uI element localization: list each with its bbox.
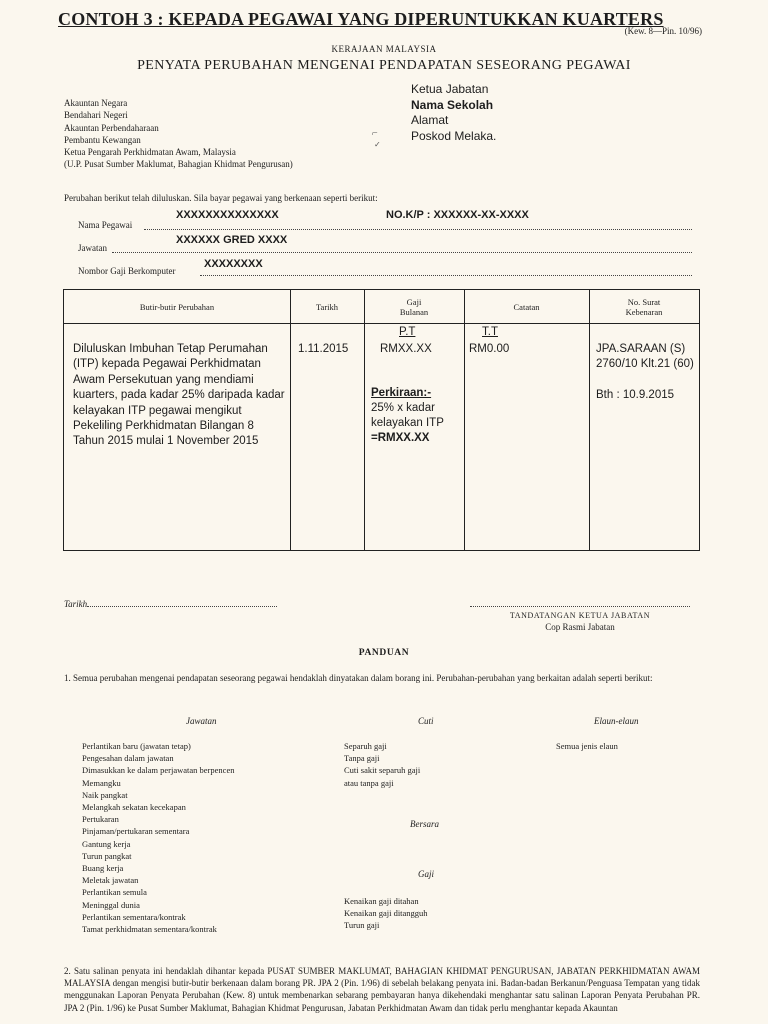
tick-mark: ⌐ [372, 128, 378, 139]
gaji-berkomputer-value: XXXXXXXX [204, 258, 263, 270]
list-item: Perlantikan sementara/kontrak [82, 911, 186, 922]
column-divider [364, 290, 365, 550]
list-item: Kenaikan gaji ditangguh [344, 908, 428, 919]
recipient-item: Bendahari Negeri [64, 110, 128, 121]
elaun-list [556, 740, 618, 752]
list-item: Turun gaji [344, 920, 380, 931]
changes-table [63, 289, 700, 551]
list-item: Separuh gaji [344, 741, 387, 751]
guide-paragraph-1: 1. Semua perubahan mengenai pendapatan seseorang pegawai hendaklah dinyatakan dalam borang ini. Perubahan-perubahan yang berkaitan adalah seperti berikut: [64, 673, 653, 683]
issuer-label: KERAJAAN MALAYSIA [331, 44, 437, 54]
list-item: Turun pangkat [82, 850, 132, 861]
list-item: Meninggal dunia [82, 899, 140, 910]
gaji-pt-value: RMXX.XX [380, 343, 432, 355]
list-item: Tanpa gaji [344, 753, 380, 764]
signature-title: TANDATANGAN KETUA JABATAN [509, 611, 651, 620]
list-item: Melangkah sekatan kecekapan [82, 802, 186, 813]
jawatan-label: Jawatan [78, 243, 107, 253]
nama-label: Nama Pegawai [78, 220, 133, 230]
recipient-item: (U.P. Pusat Sumber Maklumat, Bahagian Khidmat Pengurusan) [64, 159, 293, 170]
header-gaji-text: Gaji Bulanan [399, 296, 429, 317]
list-item: Memangku [82, 777, 121, 788]
column-bersara: Bersara [410, 819, 439, 829]
jawatan-list [82, 740, 234, 935]
gaji-pt-label: P.T [399, 326, 416, 338]
perkiraan-line: 25% x kadar [371, 402, 435, 414]
guide-title: PANDUAN [358, 648, 410, 658]
nama-value: XXXXXXXXXXXXXX [176, 209, 279, 221]
list-item: Pertukaran [82, 814, 119, 825]
dot-mark: ✓ [374, 140, 381, 149]
intro-text: Perubahan berikut telah diluluskan. Sila bayar pegawai yang berkenaan seperti berikut: [64, 193, 378, 203]
header-gaji [364, 290, 464, 323]
column-elaun: Elaun-elaun [594, 716, 639, 726]
recipient-item: Ketua Pengarah Perkhidmatan Awam, Malaysia [64, 147, 236, 158]
list-item: atau tanpa gaji [344, 777, 394, 788]
example-heading: CONTOH 3 : KEPADA PEGAWAI YANG DIPERUNTUKKAN KUARTERS [58, 9, 664, 29]
gaji-line [200, 275, 692, 276]
form-code: (Kew. 8—Pin. 10/96) [624, 26, 702, 36]
list-item: Naik pangkat [82, 789, 128, 800]
recipients-list [64, 97, 293, 171]
column-divider [589, 290, 590, 550]
column-divider [464, 290, 465, 550]
list-item: Pengesahan dalam jawatan [82, 753, 174, 764]
list-item: Dimasukkan ke dalam perjawatan berpencen [82, 765, 235, 776]
row-butir: Diluluskan Imbuhan Tetap Perumahan (ITP) kepada Pegawai Perkhidmatan Awam Persekutuan yang mendiami kuarters, pada kadar 25% daripada kadar kelayakan ITP pegawai mengikut Pekeliling Perkhidmatan Bilangan 8 Tahun 2015 mulai 1 November 2015 [73, 343, 285, 448]
catatan-tt-value: RM0.00 [469, 343, 510, 355]
list-item: Perlantikan baru (jawatan tetap) [82, 741, 191, 751]
guide-paragraph-2: 2. Satu salinan penyata ini hendaklah dihantar kepada PUSAT SUMBER MAKLUMAT, BAHAGIAN KHIDMAT PENGURUSAN, JABATAN PERKHIDMATAN AWAM MALAYSIA dengan mengisi butir-butir berkenaan dalam borang PR. JPA 2 (Pin. 1/96) di sebelah belakang penyata ini. Badan-badan Berkanun/Penguasa Tempatan yang tidak menggunakan Laporan Penyata Perubahan (Kew. 8) untuk membenarkan sebarang pembayaran hanya dikehendaki menghantar satu salinan Laporan Penyata Perubahan PR. JPA 2 (Pin. 1/96) ke Pusat Sumber Maklumat, Bahagian Khidmat Pengurusan, Jabatan Perkhidmatan Awam dan tidak perlu menghantar kepada Akauntan [64, 966, 700, 1013]
header-butir: Butir-butir Perubahan [139, 301, 215, 312]
column-jawatan: Jawatan [186, 716, 217, 726]
list-item: Perlantikan semula [82, 887, 147, 898]
tarikh-signature [64, 599, 277, 609]
recipient-item: Akauntan Negara [64, 98, 128, 108]
school-name: Nama Sekolah [411, 97, 494, 112]
sender-line: Alamat [411, 113, 449, 127]
column-divider [290, 290, 291, 550]
list-item: Semua jenis elaun [556, 741, 618, 751]
row-surat: JPA.SARAAN (S) 2760/10 Klt.21 (60) [596, 343, 694, 371]
cuti-list [344, 740, 420, 789]
list-item: Kenaikan gaji ditahan [344, 896, 419, 906]
column-cuti: Cuti [418, 716, 434, 726]
row-tarikh: 1.11.2015 [298, 343, 349, 355]
signature-line [470, 606, 690, 607]
perkiraan-line: kelayakan ITP [371, 417, 444, 429]
header-tarikh: Tarikh [315, 301, 339, 312]
list-item: Buang kerja [82, 863, 124, 874]
header-surat-text: No. Surat Kebenaran [625, 296, 663, 317]
jawatan-value: XXXXXX GRED XXXX [176, 234, 288, 246]
gaji-berkomputer-label: Nombor Gaji Berkomputer [78, 266, 176, 276]
sender-line: Poskod Melaka. [411, 128, 497, 143]
gaji-list [344, 895, 428, 932]
header-divider [64, 323, 699, 324]
list-item: Gantung kerja [82, 838, 131, 849]
recipient-item: Pembantu Kewangan [64, 134, 141, 145]
list-item: Tamat perkhidmatan sementara/kontrak [82, 924, 217, 935]
perkiraan-result: =RMXX.XX [371, 432, 430, 444]
row-surat-date: Bth : 10.9.2015 [596, 389, 675, 401]
list-item: Pinjaman/pertukaran sementara [82, 826, 190, 837]
tarikh-line [87, 606, 277, 607]
tarikh-label: Tarikh [64, 599, 88, 609]
column-gaji: Gaji [418, 869, 435, 879]
official-stamp-label: Cop Rasmi Jabatan [545, 622, 615, 632]
sender-line: Ketua Jabatan [411, 82, 489, 96]
header-surat [589, 290, 699, 323]
list-item: Meletak jawatan [82, 875, 139, 886]
nama-line [144, 229, 692, 230]
nokp-value: NO.K/P : XXXXXX-XX-XXXX [386, 209, 529, 221]
header-catatan: Catatan [513, 301, 540, 312]
catatan-tt-label: T.T [482, 326, 498, 338]
form-title: PENYATA PERUBAHAN MENGENAI PENDAPATAN SESEORANG PEGAWAI [137, 58, 631, 73]
perkiraan-title: Perkiraan:- [371, 387, 432, 399]
list-item: Cuti sakit separuh gaji [344, 765, 421, 776]
sender-address [411, 82, 496, 144]
jawatan-line [112, 252, 692, 253]
recipient-item: Akauntan Perbendaharaan [64, 122, 159, 133]
